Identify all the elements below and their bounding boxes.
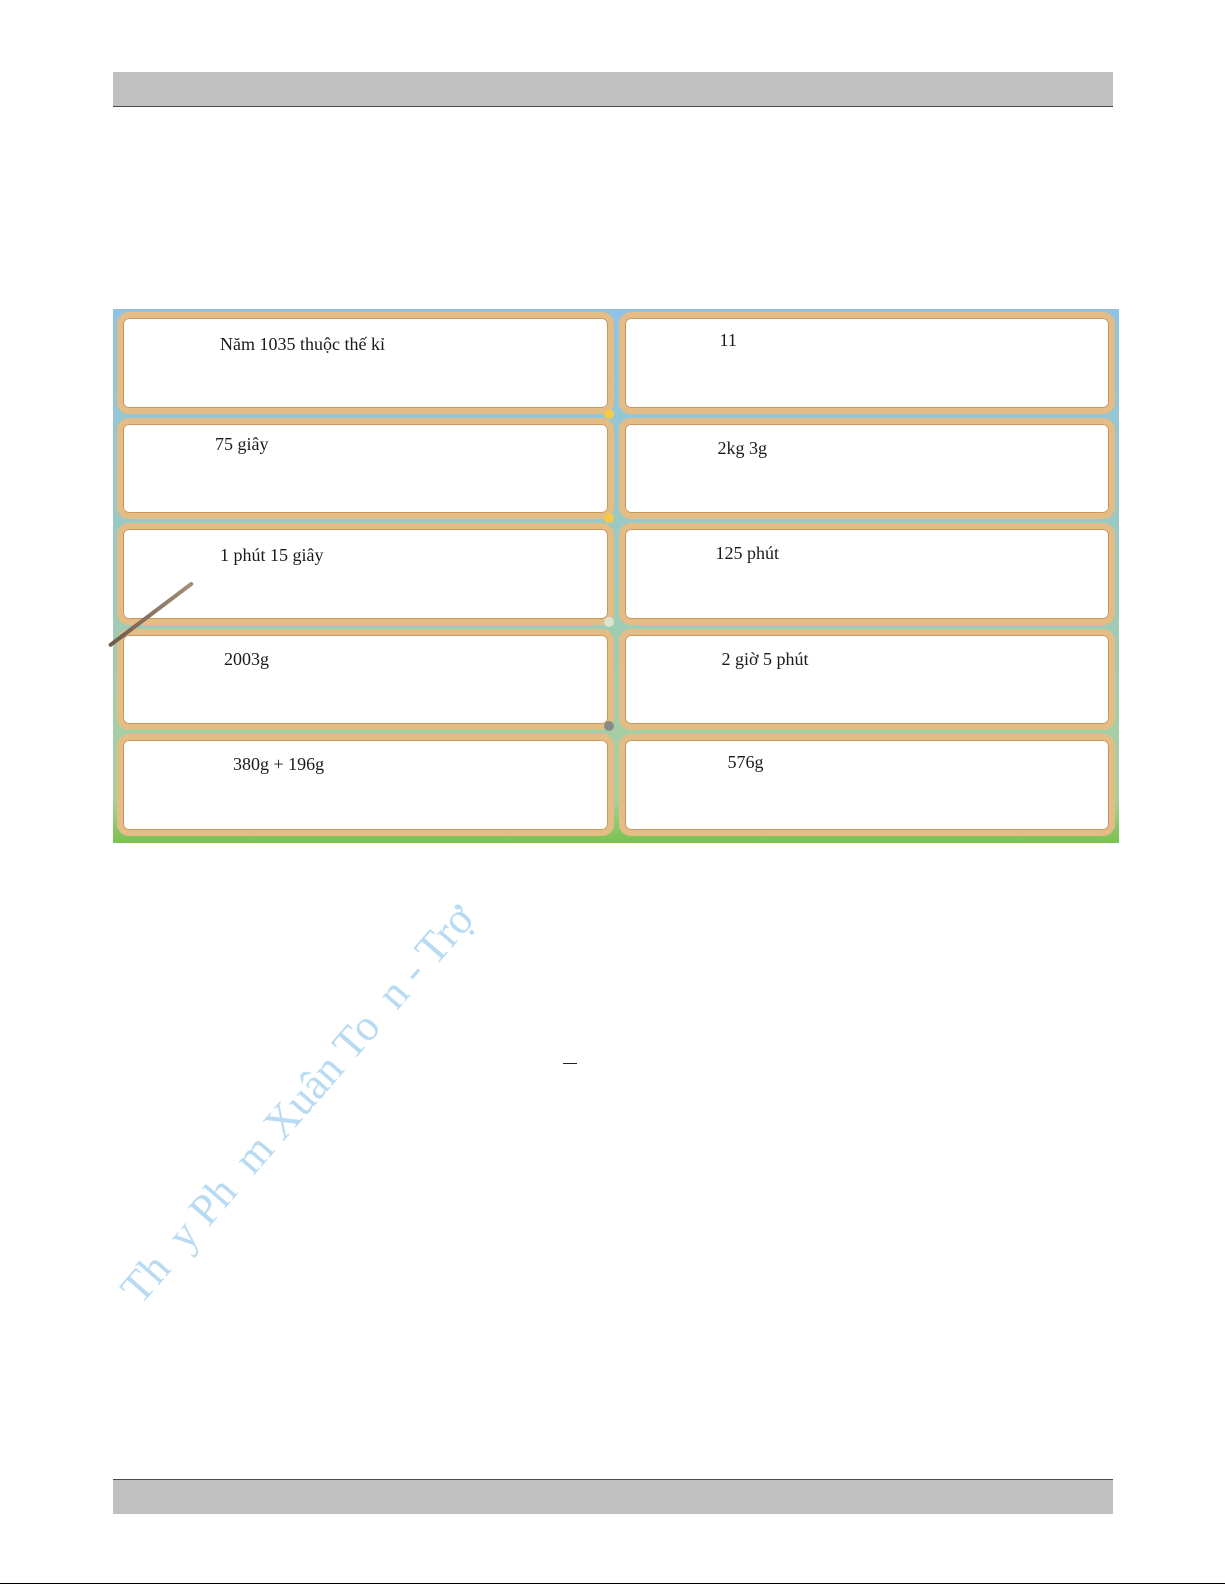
card-joint-dot xyxy=(604,513,614,523)
card-joint-dot xyxy=(604,617,614,627)
card-label: 576g xyxy=(727,752,764,773)
card-joint-dot xyxy=(604,721,614,731)
card-label: 380g + 196g xyxy=(233,754,325,775)
match-card[interactable] xyxy=(117,418,614,520)
card-label: 75 giây xyxy=(215,433,269,454)
match-card[interactable] xyxy=(117,734,614,836)
card-label: 125 phút xyxy=(715,543,780,564)
page-header-band xyxy=(113,72,1113,107)
card-label: 2kg 3g xyxy=(717,437,767,458)
card-label: 1 phút 15 giây xyxy=(220,545,324,566)
page-footer-band xyxy=(113,1479,1113,1514)
card-joint-dot xyxy=(604,409,614,419)
card-label: 11 xyxy=(719,330,737,350)
card-label: Năm 1035 thuộc thế kỉ xyxy=(220,334,385,354)
short-dash xyxy=(563,1063,577,1064)
card-grid xyxy=(117,312,1115,836)
card-label: 2003g xyxy=(224,648,269,669)
match-card[interactable] xyxy=(117,629,614,731)
match-card[interactable] xyxy=(117,523,614,625)
match-card[interactable] xyxy=(619,629,1116,731)
match-card[interactable] xyxy=(619,734,1116,836)
watermark-text: Th y Ph m Xuân To n - Trợ xyxy=(110,894,484,1313)
card-label: 2 giờ 5 phút xyxy=(721,648,809,669)
match-card[interactable] xyxy=(619,523,1116,625)
match-card[interactable] xyxy=(117,312,614,414)
match-card[interactable] xyxy=(619,418,1116,520)
matching-game-board xyxy=(113,309,1119,843)
match-card[interactable] xyxy=(619,312,1116,414)
page-bottom-rule xyxy=(0,1583,1225,1584)
